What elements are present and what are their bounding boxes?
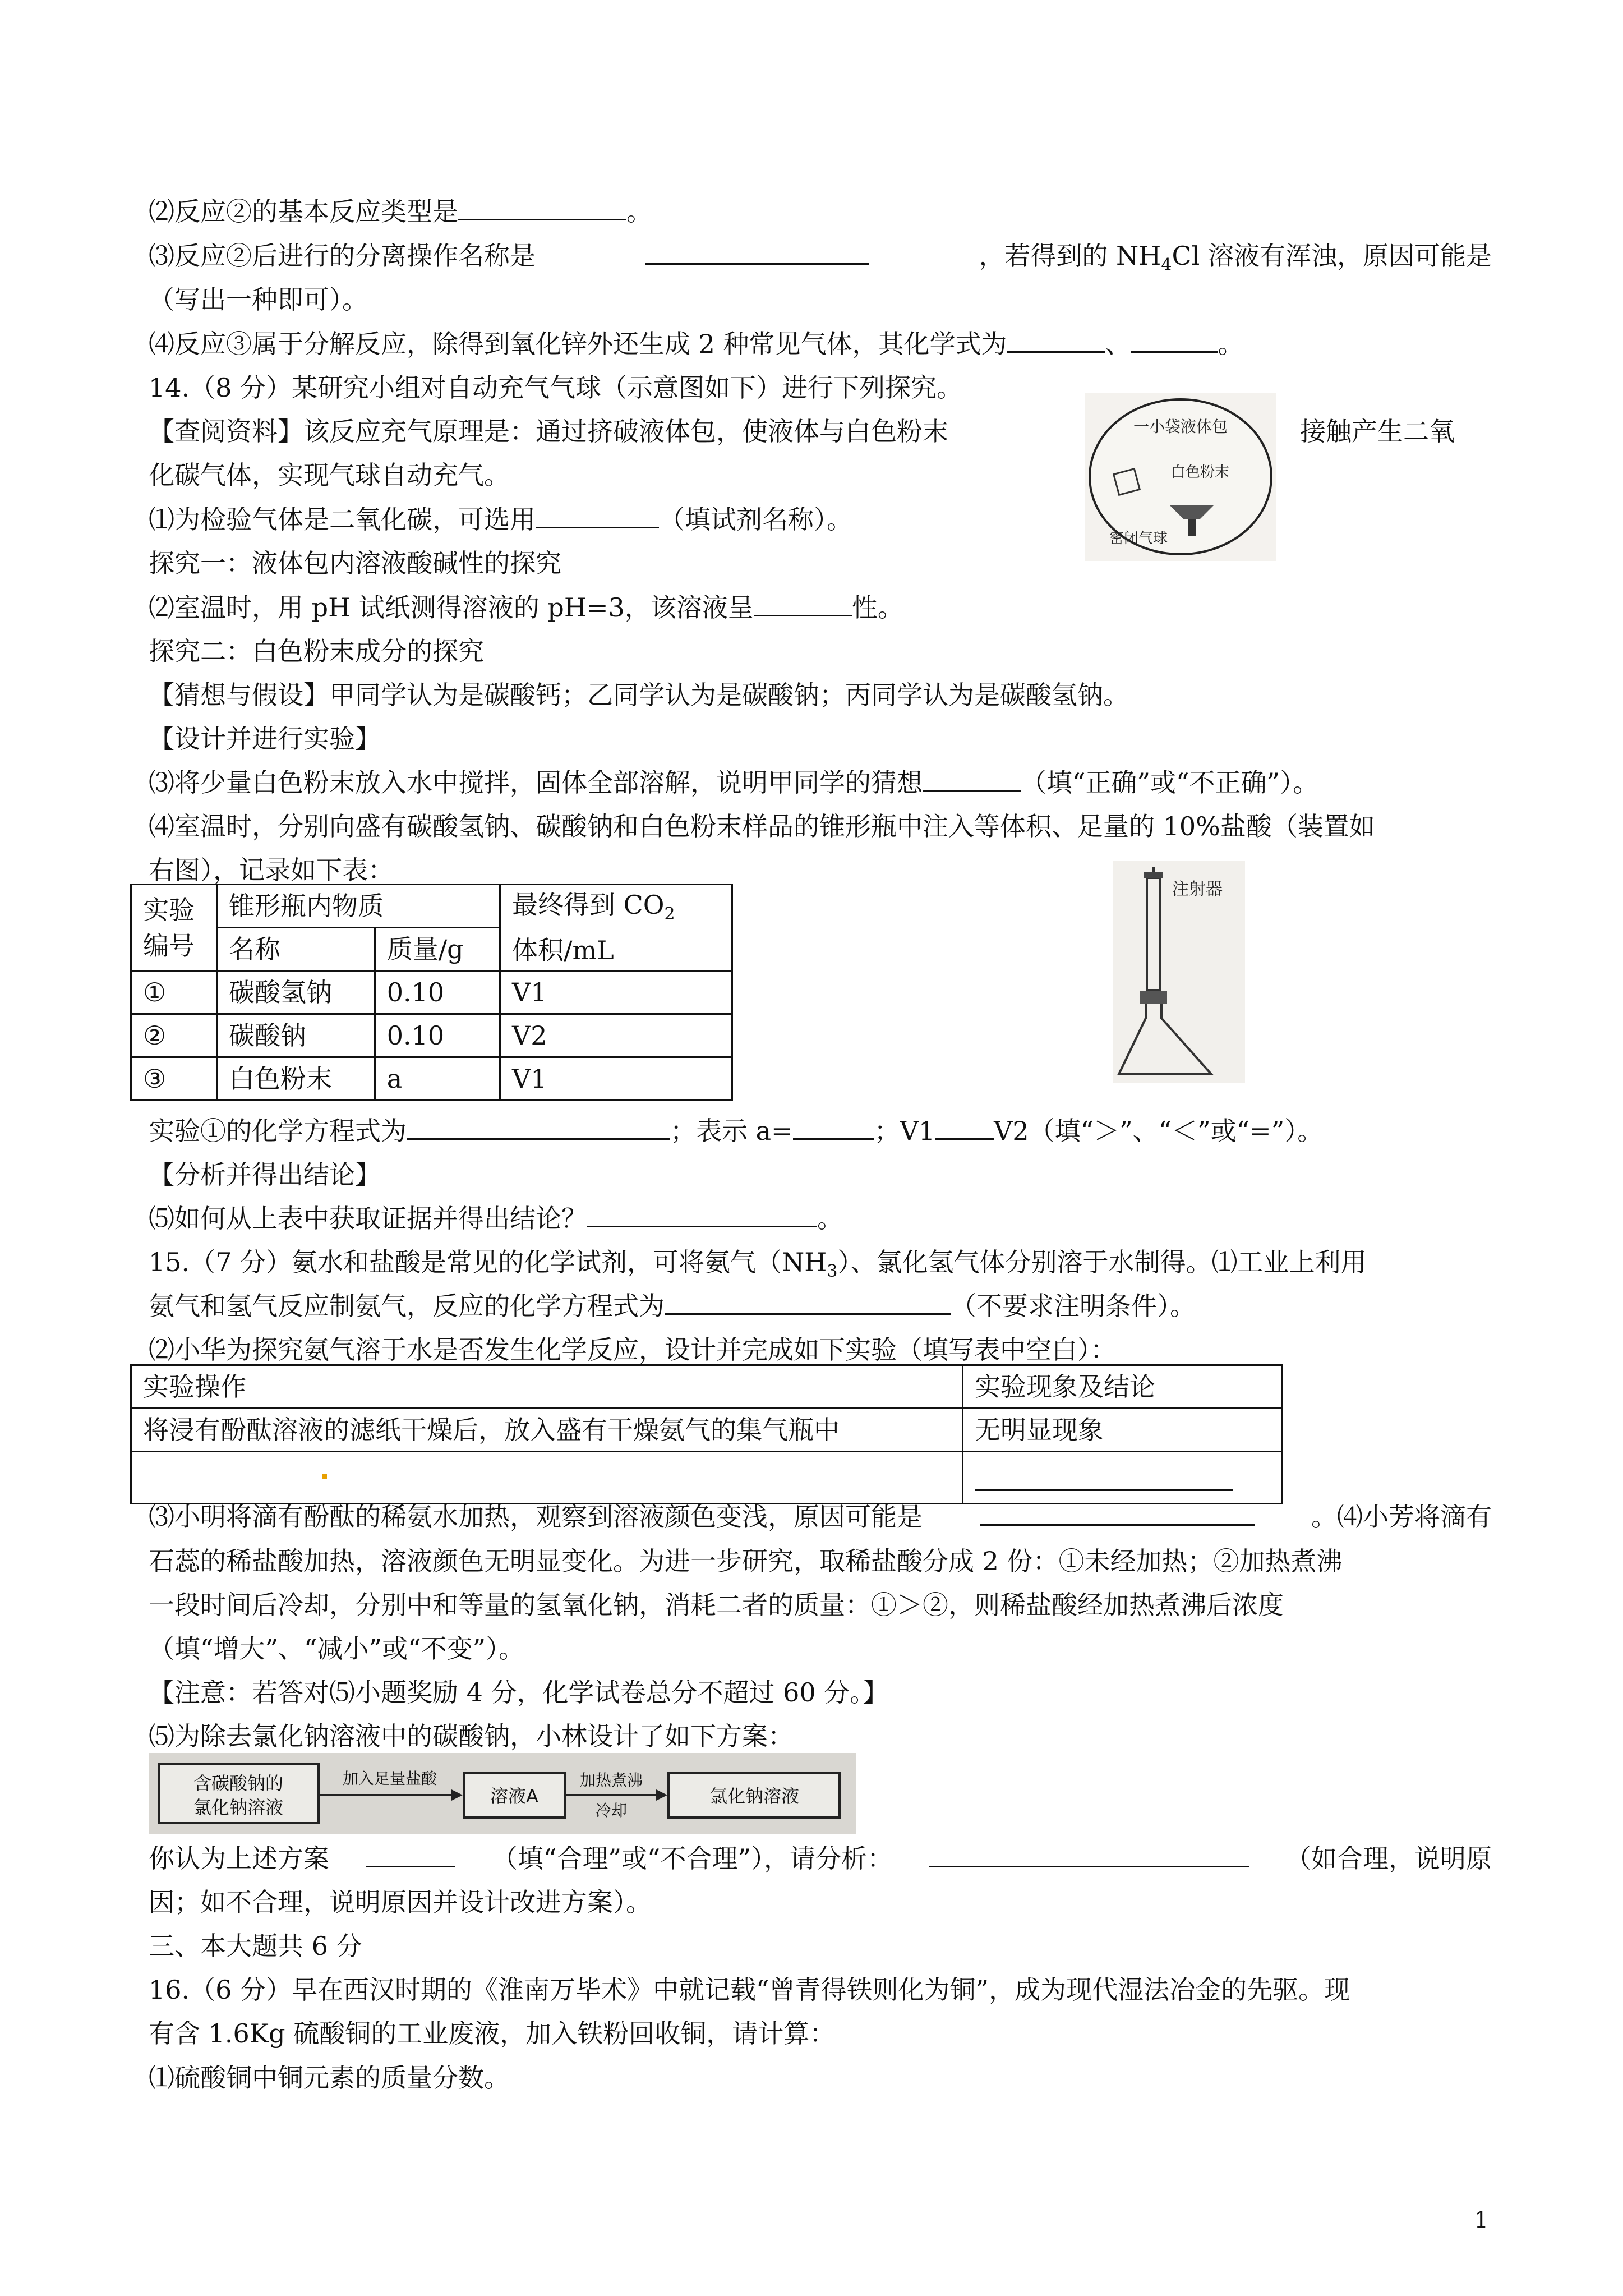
cell-no: ② — [131, 1014, 217, 1057]
q14-part4: ⑷室温时，分别向盛有碳酸氢钠、碳酸钠和白色粉末样品的锥形瓶中注入等体积、足量的 10%盐酸（装置如 — [149, 811, 1375, 841]
q14-part5: ⑸如何从上表中获取证据并得出结论？ 。 — [149, 1201, 843, 1236]
bonus-note: 【注意：若答对⑸小题奖励 4 分，化学试卷总分不超过 60 分。】 — [149, 1677, 889, 1708]
arrow-boil-label: 加热煮沸 — [579, 1771, 643, 1789]
q13-part4: ⑷反应③属于分解反应，除得到氧化锌外还生成 2 种常见气体，其化学式为 、 。 — [149, 326, 1244, 361]
cell-result: 无明显现象 — [963, 1409, 1282, 1452]
answer-blank[interactable] — [929, 1841, 1249, 1867]
analysis-heading: 【分析并得出结论】 — [149, 1159, 381, 1190]
answer-blank[interactable] — [980, 1499, 1255, 1526]
answer-blank[interactable] — [665, 1289, 951, 1315]
arrow-cool-label: 冷却 — [595, 1801, 628, 1820]
answer-blank[interactable] — [407, 1114, 670, 1140]
flask-apparatus-diagram — [1113, 861, 1245, 1083]
q16-part1: ⑴硫酸铜中铜元素的质量分数。 — [149, 2063, 510, 2093]
cell-volume: V2 — [500, 1014, 732, 1057]
operation-header: 实验操作 — [131, 1365, 963, 1409]
name-header: 名称 — [217, 928, 375, 971]
q14-heading: 14.（8 分）某研究小组对自动充气气球（示意图如下）进行下列探究。 — [149, 372, 963, 403]
cell-operation: 将浸有酚酞溶液的滤纸干燥后，放入盛有干燥氨气的集气瓶中 — [131, 1409, 963, 1452]
cell-name: 碳酸氢钠 — [217, 971, 375, 1014]
mass-header: 质量/g — [375, 928, 500, 971]
cell-mass: a — [375, 1057, 500, 1101]
q16-heading: 16.（6 分）早在西汉时期的《淮南万毕术》中就记载“曾青得铁则化为铜”，成为现代湿法冶金的先驱。现 — [149, 1975, 1350, 2005]
section-three-heading: 三、本大题共 6 分 — [149, 1931, 362, 1961]
q14-part2: ⑵室温时，用 pH 试纸测得溶液的 pH=3，该溶液呈 性。 — [149, 590, 903, 625]
q15-part1: 氨气和氢气反应制氨气，反应的化学方程式为 （不要求注明条件）。 — [149, 1289, 1196, 1323]
q15-part5-cont: 因；如不合理，说明原因并设计改进方案）。 — [149, 1887, 652, 1917]
design-heading: 【设计并进行实验】 — [149, 724, 381, 754]
q14-reference: 【查阅资料】该反应充气原理是：通过挤破液体包，使液体与白色粉末 — [149, 416, 948, 447]
scan-speck — [322, 1474, 327, 1479]
q15-part4: 石蕊的稀盐酸加热，溶液颜色无明显变化。为进一步研究，取稀盐酸分成 2 份：①未经加热；②加热煮沸 — [149, 1546, 1343, 1576]
answer-blank[interactable] — [366, 1841, 455, 1867]
q15-heading: 15.（7 分）氨水和盐酸是常见的化学试剂，可将氨气$(NH_3)$、氯化氢气体分别溶于水制得。⑴工业上利用 — [149, 1247, 1367, 1282]
purification-flow-diagram — [149, 1753, 856, 1834]
answer-blank[interactable] — [1007, 326, 1105, 353]
answer-blank[interactable] — [536, 502, 659, 528]
q13-part2: ⑵反应②的基本反应类型是 。 — [149, 194, 652, 229]
table-row — [131, 1057, 732, 1101]
cell-mass: 0.10 — [375, 971, 500, 1014]
answer-blank[interactable] — [935, 1114, 994, 1140]
cell-no: ① — [131, 971, 217, 1014]
balloon-diagram — [1085, 393, 1276, 561]
cell-name: 碳酸钠 — [217, 1014, 375, 1057]
q14-part4-cont: 右图），记录如下表： — [149, 855, 394, 885]
q15-part4-cont: 一段时间后冷却，分别中和等量的氢氧化钠，消耗二者的质量：①＞②，则稀盐酸经加热煮沸后浓度 — [149, 1590, 1284, 1620]
hypothesis: 【猜想与假设】甲同学认为是碳酸钙；乙同学认为是碳酸钠；丙同学认为是碳酸氢钠。 — [149, 680, 1129, 710]
q15-part4-end: （填“增大”、“减小”或“不变”）。 — [149, 1634, 525, 1664]
table-row — [131, 1014, 732, 1057]
cell-volume: V1 — [500, 1057, 732, 1101]
table-row — [131, 971, 732, 1014]
answer-blank[interactable] — [587, 1201, 817, 1227]
cell-result-blank[interactable] — [963, 1452, 1282, 1504]
page-number: 1 — [1474, 2207, 1488, 2233]
cell-no: ③ — [131, 1057, 217, 1101]
equation-line: 实验①的化学方程式为 ；表示 a= ；V1 V2（填“＞”、“＜”或“=”）。 — [149, 1114, 1323, 1148]
co2-volume-header: 最终得到 $CO_2$ 体积/mL — [500, 885, 732, 971]
table-row — [131, 1409, 1282, 1452]
cell-volume: V1 — [500, 971, 732, 1014]
q15-part5-answer: 你认为上述方案 （填“合理”或“不合理”），请分析： （如合理，说明原 — [149, 1841, 1492, 1876]
q13-part3: ⑶反应②后进行的分离操作名称是 ，若得到的 $NH_4Cl$ 溶液有浑浊，原因可能是 — [149, 238, 1492, 283]
answer-blank[interactable] — [923, 765, 1021, 792]
ammonia-experiment-table — [130, 1364, 1283, 1504]
explore-two: 探究二：白色粉末成分的探究 — [149, 636, 484, 666]
q15-part5: ⑸为除去氯化钠溶液中的碳酸钠，小林设计了如下方案： — [149, 1721, 794, 1751]
exp-number-header: 实验 编号 — [131, 885, 217, 971]
answer-blank[interactable] — [793, 1114, 874, 1140]
cell-name: 白色粉末 — [217, 1057, 375, 1101]
result-header: 实验现象及结论 — [963, 1365, 1282, 1409]
box-start-line2: 氯化钠溶液 — [193, 1797, 284, 1818]
flask-contents-header: 锥形瓶内物质 — [217, 885, 500, 928]
table-row — [131, 1452, 1282, 1504]
answer-blank[interactable] — [975, 1465, 1233, 1491]
q14-reference-cont: 接触产生二氧 — [1300, 416, 1455, 447]
cell-operation-blank[interactable] — [131, 1452, 963, 1504]
answer-blank[interactable] — [754, 590, 852, 616]
box-result: 氯化钠溶液 — [709, 1786, 800, 1807]
q14-reference-end: 化碳气体，实现气球自动充气。 — [149, 460, 510, 490]
answer-blank[interactable] — [645, 238, 869, 265]
box-start-line1: 含碳酸钠的 — [193, 1773, 284, 1794]
q14-part3: ⑶将少量白色粉末放入水中搅拌，固体全部溶解，说明甲同学的猜想 （填“正确”或“不正确”）。 — [149, 765, 1318, 800]
experiment-table — [130, 884, 733, 1101]
powder-label: 白色粉末 — [1170, 464, 1230, 481]
q16-heading-cont: 有含 1.6Kg 硫酸铜的工业废液，加入铁粉回收铜，请计算： — [149, 2018, 836, 2049]
liquid-pack-label: 一小袋液体包 — [1133, 417, 1228, 436]
q14-part1: ⑴为检验气体是二氧化碳，可选用 （填试剂名称）。 — [149, 502, 852, 537]
sealed-balloon-label: 密闭气球 — [1109, 530, 1168, 547]
arrow-add-acid-label: 加入足量盐酸 — [342, 1769, 437, 1788]
answer-blank[interactable] — [1131, 326, 1218, 353]
syringe-label: 注射器 — [1172, 880, 1223, 899]
q15-part3: ⑶小明将滴有酚酞的稀氨水加热，观察到溶液颜色变浅，原因可能是 。⑷小芳将滴有 — [149, 1499, 1492, 1534]
explore-one: 探究一：液体包内溶液酸碱性的探究 — [149, 548, 561, 578]
box-solution-a: 溶液A — [490, 1786, 538, 1807]
answer-blank[interactable] — [458, 194, 626, 220]
q13-part3-cont: （写出一种即可）。 — [149, 284, 368, 315]
q15-part2: ⑵小华为探究氨气溶于水是否发生化学反应，设计并完成如下实验（填写表中空白）： — [149, 1335, 1116, 1365]
cell-mass: 0.10 — [375, 1014, 500, 1057]
